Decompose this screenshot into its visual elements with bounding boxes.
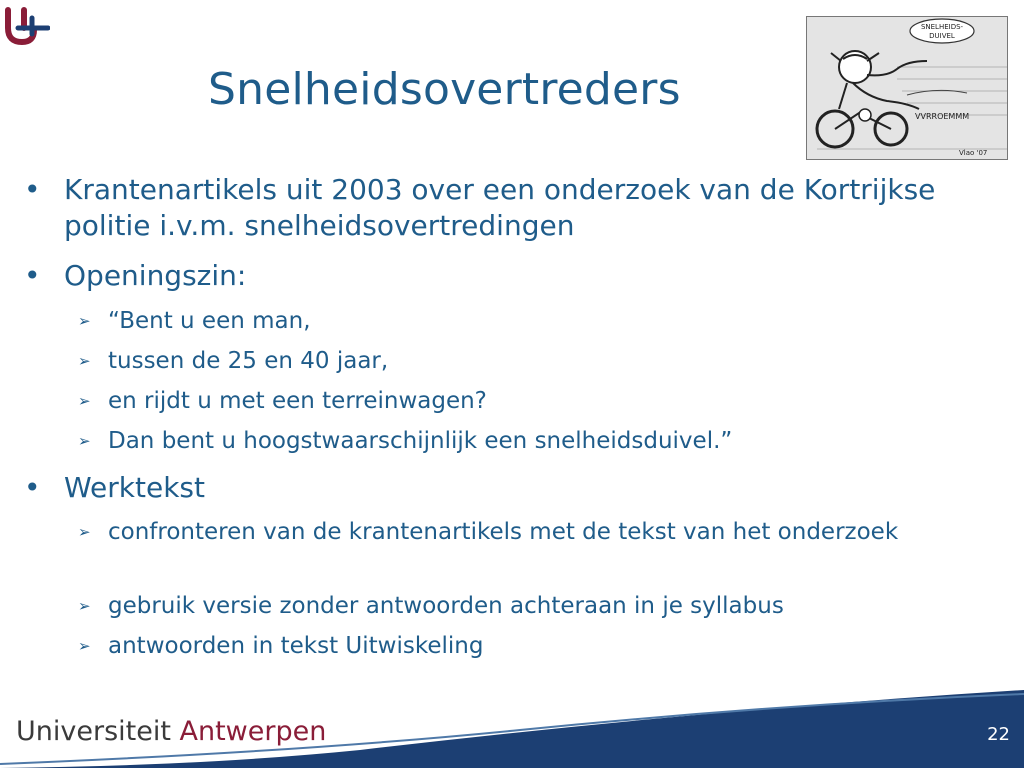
university-logo-icon xyxy=(2,4,50,48)
bullet-item xyxy=(24,172,944,244)
sub-bullet-text: “Bent u een man, xyxy=(108,308,311,334)
sub-bullet-text: gebruik versie zonder antwoorden achteraan in je syllabus xyxy=(108,593,784,619)
arrow-bullet-icon: ➢ xyxy=(78,597,91,615)
sub-bullet-item xyxy=(78,425,968,457)
bullet-item xyxy=(24,258,944,294)
sub-bullet-text: tussen de 25 en 40 jaar, xyxy=(108,348,389,374)
sub-bullet-item xyxy=(78,630,968,662)
arrow-bullet-icon: ➢ xyxy=(78,352,91,370)
slide-title: Snelheidsovertreders xyxy=(208,64,681,115)
sub-bullet-item xyxy=(78,385,968,417)
sub-bullet-item xyxy=(78,305,968,337)
sub-bullet-text: confronteren van de krantenartikels met de tekst van het onderzoek xyxy=(108,519,899,545)
cartoon-sound-text: VVRROEMMM xyxy=(915,112,970,121)
sub-bullet-item xyxy=(78,590,968,622)
bullet-icon: • xyxy=(24,173,41,206)
arrow-bullet-icon: ➢ xyxy=(78,523,91,541)
bullet-item xyxy=(24,470,944,506)
arrow-bullet-icon: ➢ xyxy=(78,432,91,450)
bullet-text: Werktekst xyxy=(64,471,205,504)
university-name xyxy=(16,716,326,747)
cartoon-signature: Vlao '07 xyxy=(959,149,988,157)
arrow-bullet-icon: ➢ xyxy=(78,637,91,655)
page-number: 22 xyxy=(987,724,1010,745)
bullet-icon: • xyxy=(24,471,41,504)
cartoon-bubble-line2: DUIVEL xyxy=(929,32,955,40)
university-name-part1: Universiteit xyxy=(16,716,171,747)
speed-devil-cartoon xyxy=(806,16,1008,160)
sub-bullet-item xyxy=(78,516,958,548)
sub-bullet-text: en rijdt u met een terreinwagen? xyxy=(108,388,487,414)
sub-bullet-text: antwoorden in tekst Uitwiskeling xyxy=(108,633,484,659)
cartoon-drawing xyxy=(807,17,1007,159)
bullet-icon: • xyxy=(24,259,41,292)
bullet-text: Openingszin: xyxy=(64,259,247,292)
bullet-text: Krantenartikels uit 2003 over een onderzoek van de Kortrijkse politie i.v.m. snelheidsovertredingen xyxy=(64,173,936,242)
arrow-bullet-icon: ➢ xyxy=(78,392,91,410)
sub-bullet-text: Dan bent u hoogstwaarschijnlijk een snelheidsduivel.” xyxy=(108,428,733,454)
university-name-part2: Antwerpen xyxy=(179,716,327,747)
arrow-bullet-icon: ➢ xyxy=(78,312,91,330)
cartoon-bubble-line1: SNELHEIDS- xyxy=(920,23,964,31)
sub-bullet-item xyxy=(78,345,968,377)
